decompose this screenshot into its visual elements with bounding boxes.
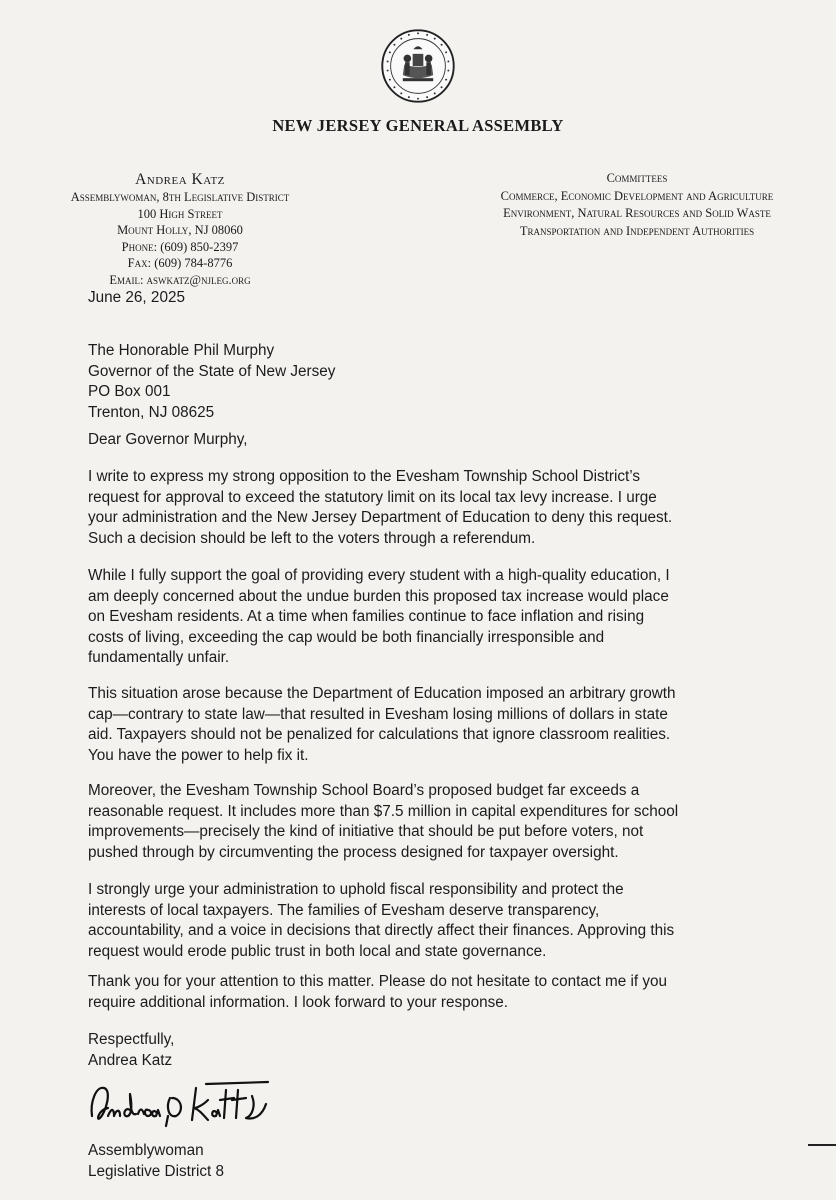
salutation: Dear Governor Murphy, <box>88 431 248 448</box>
paragraph-line: fundamentally unfair. <box>88 649 230 667</box>
paragraph-line: Such a decision should be left to the voters through a referendum. <box>88 529 536 547</box>
recipient-line: Trenton, NJ 08625 <box>88 403 215 421</box>
sender-name: Andrea Katz <box>135 171 225 188</box>
paragraph-line: reasonable request. It includes more than $7.5 million in capital expenditures for school <box>88 802 679 820</box>
paragraph <box>88 684 728 766</box>
paragraph <box>88 467 728 549</box>
signer-title-block <box>88 1141 224 1182</box>
paragraph-line: interests of local taxpayers. The families of Evesham deserve transparency, <box>88 901 600 919</box>
paragraph-line: your administration and the New Jersey Department of Education to deny this request. <box>88 509 673 527</box>
paragraph-line: aid. Taxpayers should not be penalized for calculations that ignore classroom realities. <box>88 726 671 744</box>
committee-item: Commerce, Economic Development and Agriculture <box>500 188 774 203</box>
committees-heading: Committees <box>606 171 668 185</box>
paragraph-line: am deeply concerned about the undue burden this proposed tax increase would place <box>88 587 669 605</box>
paragraph-line: on Evesham residents. At a time when families continue to face inflation and rising <box>88 608 645 626</box>
closing-text: Respectfully, <box>88 1031 175 1048</box>
paragraph <box>88 781 728 863</box>
sender-phone: Phone: (609) 850-2397 <box>121 239 239 254</box>
paragraph <box>88 566 728 669</box>
paragraph-line: I strongly urge your administration to uphold fiscal responsibility and protect the <box>88 881 624 898</box>
closing-block <box>88 1030 174 1071</box>
sender-street: 100 High Street <box>137 206 223 221</box>
committee-item: Environment, Natural Resources and Solid Waste <box>503 206 771 220</box>
signature-image <box>86 1076 286 1132</box>
committee-item: Transportation and Independent Authorities <box>519 223 755 238</box>
paragraph-line: While I fully support the goal of providing every student with a high-quality education, I <box>88 567 670 584</box>
paragraph-line: Moreover, the Evesham Township School Board’s proposed budget far exceeds a <box>88 782 640 799</box>
sender-title: Assemblywoman, 8th Legislative District <box>70 190 290 204</box>
paragraph <box>88 972 728 1013</box>
assembly-heading: NEW JERSEY GENERAL ASSEMBLY <box>272 116 564 135</box>
paragraph-line: cap—contrary to state law—that resulted in Evesham losing millions of dollars in state <box>88 705 668 723</box>
recipient-line: The Honorable Phil Murphy <box>88 342 275 359</box>
paragraph-line: Thank you for your attention to this matter. Please do not hesitate to contact me if you <box>88 973 668 990</box>
recipient-address <box>88 341 335 423</box>
paragraph-line: request for approval to exceed the statutory limit on its local tax levy increase. I urge <box>88 488 657 506</box>
paragraph-line: pushed through by circumventing the process designed for taxpayer oversight. <box>88 843 619 861</box>
paragraph-line: You have the power to help fix it. <box>88 746 309 764</box>
seal-of-new-jersey-icon <box>380 28 456 104</box>
signer-title: Assemblywoman <box>88 1142 204 1159</box>
paragraph-line: costs of living, exceeding the cap would be both financially irresponsible and <box>88 628 605 646</box>
signer-district: Legislative District 8 <box>88 1162 225 1180</box>
recipient-line: Governor of the State of New Jersey <box>88 362 336 380</box>
paragraph-line: This situation arose because the Department of Education imposed an arbitrary growth <box>88 685 676 702</box>
paragraph-line: require additional information. I look forward to your response. <box>88 993 509 1011</box>
closing-name: Andrea Katz <box>88 1051 173 1069</box>
sender-city: Mount Holly, NJ 08060 <box>117 223 243 238</box>
paragraph-line: improvements—precisely the kind of initiative that should be put before voters, not <box>88 823 644 841</box>
recipient-line: PO Box 001 <box>88 383 171 401</box>
scan-edge-mark <box>808 1144 836 1146</box>
committees-block <box>472 170 802 240</box>
sender-fax: Fax: (609) 784-8776 <box>127 256 233 271</box>
sender-block <box>60 170 300 289</box>
paragraph-line: accountability, and a voice in decisions that directly affect their finances. Approving this <box>88 922 675 940</box>
paragraph <box>88 880 728 962</box>
paragraph-line: request would erode public trust in both local and state governance. <box>88 942 547 960</box>
paragraph-line: I write to express my strong opposition to the Evesham Township School District’s <box>88 468 641 485</box>
letter-date: June 26, 2025 <box>88 289 185 306</box>
sender-email: Email: aswkatz@njleg.org <box>109 272 251 287</box>
